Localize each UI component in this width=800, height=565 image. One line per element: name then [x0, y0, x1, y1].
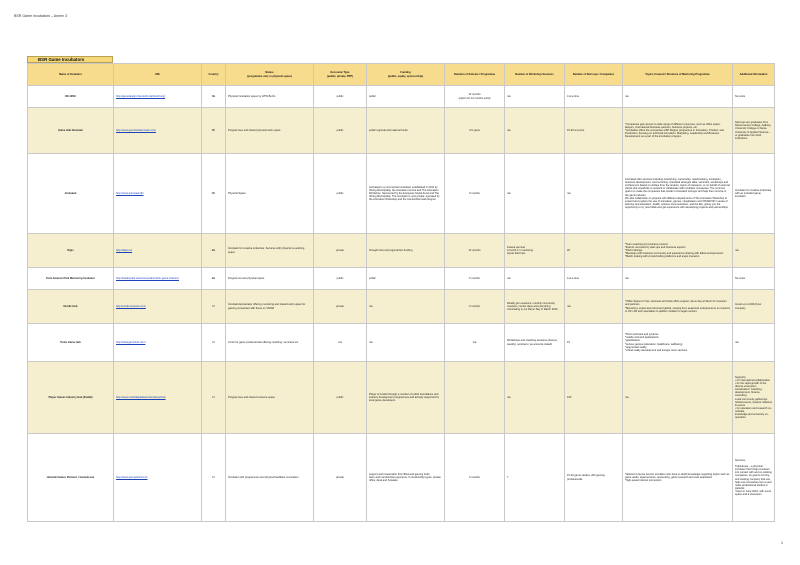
cell-text: n/a — [507, 395, 511, 399]
cell-text: Tartu Science Park Mentoring Incubator — [46, 276, 95, 280]
cell-startups — [565, 234, 623, 268]
cell-text: n/a — [507, 191, 511, 195]
column-header: Topics Covered / Structure of Mentoring Programme — [623, 64, 733, 86]
cell-funding — [367, 434, 445, 522]
cell-text: Services: TightHouse – a physical incubator that brings investors into contact with and co-working companies. Its goal is to bring and working company that can help new companies set up and make professional studios in Helsinki. *Open in June 2016, with event space and a showroom. — [735, 458, 772, 496]
cell-nature — [226, 324, 314, 362]
cell-text[interactable]: http://www.animated.dk/ — [116, 191, 144, 195]
cell-funding — [367, 86, 445, 108]
cell-text: No costs — [735, 276, 746, 280]
cell-text: *Office Space for free, business and back office support, demo day at Slush for investors and partners *Mentoring: expert-level local and global, ranging from seasoned entrepreneurs to investors to VR / AR tech specialists to platform holders to legal mentors — [625, 300, 730, 313]
cell-text: Physical incubation space by HTW Berlin — [228, 94, 276, 98]
cell-text: No costs — [735, 94, 746, 98]
cell-text: n/a — [625, 94, 629, 98]
cell-economic — [314, 234, 367, 268]
cell-text: n/a — [507, 276, 511, 280]
cell-text: public — [369, 94, 376, 98]
cell-workshops — [505, 324, 565, 362]
cell-text: n/a — [735, 248, 739, 252]
cell-text: 15-20 game studios, 200 gaming professionals — [567, 474, 605, 481]
cell-info — [733, 324, 775, 362]
cell-text: FI — [212, 475, 215, 479]
cell-info — [733, 290, 775, 324]
cell-text[interactable]: http://www.gamepartners.fi/ — [116, 475, 148, 479]
page-header: BSR Game Incubators – Annex 3 — [14, 14, 67, 18]
cell-text: n/a — [567, 304, 571, 308]
cell-name — [28, 434, 114, 522]
cell-text: 12 months — [468, 248, 481, 252]
page-number: 1 — [781, 541, 783, 545]
table-row — [28, 234, 775, 268]
cell-text: n/a — [369, 340, 373, 344]
cell-nature — [226, 234, 314, 268]
cell-text: Workshops and coaching sessions (dozens, weekly), seminars ( as amounts stated) — [507, 339, 558, 346]
cell-text: DE — [211, 94, 216, 98]
cell-country — [202, 290, 226, 324]
table-row — [28, 154, 775, 234]
cell-text: Player Games Industry Hub (Koilak) — [48, 395, 93, 399]
cell-workshops — [505, 154, 565, 234]
cell-text: Physical Space — [228, 191, 246, 195]
cell-text: n/a — [507, 94, 511, 98]
cell-text[interactable]: http://www.nordicdigitalwest.fi/en/playerhub — [116, 395, 166, 399]
cell-text: n/a — [369, 304, 373, 308]
cell-text: Incubator for creative industries. Services with physical co-working space — [228, 247, 305, 254]
cell-startups — [565, 108, 623, 154]
table-row — [28, 362, 775, 434]
cell-duration — [445, 362, 505, 434]
cell-startups — [565, 290, 623, 324]
cell-text: Digis — [67, 248, 74, 252]
table-row — [28, 86, 775, 108]
cell-duration — [445, 324, 505, 362]
cell-text[interactable]: http://nordicventures.com/ — [116, 304, 146, 308]
cell-funding — [367, 234, 445, 268]
cell-text: DK — [211, 128, 216, 132]
cell-text: n/a — [567, 191, 571, 195]
cell-nature — [226, 434, 314, 522]
cell-text: n/a — [735, 340, 739, 344]
cell-funding — [367, 362, 445, 434]
incubator-link[interactable] — [114, 108, 202, 154]
cell-text: Player is funded through a number of public foundations and industry development programmes and actively supported by local game developers. — [369, 392, 440, 403]
cell-duration — [445, 268, 505, 290]
cell-text: Game Hub Denmark — [58, 128, 83, 132]
cell-country — [202, 268, 226, 290]
cell-text: *Team coaching by business mentors *Events: seminars by start-ups and business experts *Pitch trainings *Meetings with business community and experience sharing with fellow entrepreneurs *Match-making with crowd-funding platforms and angel investors — [625, 242, 724, 259]
cell-text[interactable]: http://turkugamehub.com/ — [116, 340, 146, 344]
incubator-link[interactable] — [114, 154, 202, 234]
cell-funding — [367, 268, 445, 290]
cell-text: public — [336, 128, 344, 132]
cell-info — [733, 234, 775, 268]
cell-text: 7 — [507, 475, 509, 479]
cell-text: n/a — [625, 395, 629, 399]
cell-text: A hub for game professionals offering coaching, seminars etc. — [228, 340, 299, 344]
cell-text: 9 months — [469, 191, 480, 195]
cell-funding — [367, 324, 445, 362]
cell-country — [202, 234, 226, 268]
table-row — [28, 290, 775, 324]
cell-duration — [445, 86, 505, 108]
table-body — [28, 86, 775, 522]
cell-workshops — [505, 86, 565, 108]
cell-text: public — [369, 276, 376, 280]
cell-text: EE — [211, 248, 216, 252]
cell-name — [28, 324, 114, 362]
cell-text: 4 at a time — [567, 276, 580, 280]
cell-topics — [623, 86, 733, 108]
cell-text: support and cooperation from BGA and gaming hubs team and membership payments, 3 membership types: private office, desk and hotseats — [369, 472, 441, 483]
column-header: Name of Incubator — [28, 64, 114, 86]
cell-topics — [623, 268, 733, 290]
cell-text: Helsinki Games Partners / Gamebooze — [46, 475, 95, 479]
table-title: BSR Game Incubators — [27, 56, 113, 63]
cell-text: Nordic Hub — [63, 304, 78, 308]
cell-text: 15 — [567, 340, 570, 344]
column-header: Duration of Scheme / Programme — [445, 64, 505, 86]
cell-text: n/a — [472, 340, 477, 344]
cell-text: FI — [212, 304, 215, 308]
cell-workshops — [505, 290, 565, 324]
cell-text: Turku Game Hub — [60, 340, 81, 344]
cell-duration — [445, 108, 505, 154]
column-header: Economic Type (public, private, PPP) — [314, 64, 367, 86]
cell-text: Invest up to 100k € per company — [735, 303, 762, 310]
cell-name — [28, 154, 114, 234]
column-header: Funding (public, equity, sponsorship) — [367, 64, 445, 86]
cell-funding — [367, 154, 445, 234]
cell-economic — [314, 362, 367, 434]
cell-text: DE:HIVE — [65, 94, 76, 98]
cell-startups — [565, 324, 623, 362]
cell-text: Programme and physical space — [228, 276, 265, 280]
cell-text: public — [336, 395, 344, 399]
cell-workshops — [505, 268, 565, 290]
cell-workshops — [505, 234, 565, 268]
cell-country — [202, 362, 226, 434]
cell-text: 6 months — [469, 304, 480, 308]
cell-text[interactable]: http://gamedesign.htw-berlin.de/forschung/ — [116, 94, 166, 98]
cell-info — [733, 434, 775, 522]
cell-text: 4 at a time — [567, 94, 580, 98]
cell-topics — [623, 290, 733, 324]
cell-nature — [226, 290, 314, 324]
cell-text: public regional and national funds — [369, 128, 408, 132]
column-header: Additional Information — [733, 64, 775, 86]
column-header: Nature (programme only or physical space) — [226, 64, 314, 86]
table-row — [28, 108, 775, 154]
cell-name — [28, 268, 114, 290]
incubator-table — [27, 63, 775, 522]
cell-text: FI — [212, 340, 215, 344]
cell-text: DK — [211, 191, 216, 195]
cell-text: Programmes and shared resource space — [228, 395, 275, 399]
cell-startups — [565, 154, 623, 234]
cell-text: *Pivot and back-end systems *mobile and web applications *gamification *serious games (education, healthcare, wellbeing) *augmented reality *virtual reality development and escape room services — [625, 333, 688, 352]
cell-text: FI — [212, 395, 215, 399]
cell-text: through Intra and regional EU-funding — [369, 248, 413, 252]
incubator-link[interactable] — [114, 234, 202, 268]
cell-startups — [565, 86, 623, 108]
cell-topics — [623, 234, 733, 268]
cell-text: Programmes and shared physical work space — [228, 128, 281, 132]
cell-text: 1/week seminar 1/month 1:1 mentoring 4/year field trips — [507, 245, 533, 256]
cell-duration — [445, 234, 505, 268]
cell-country — [202, 434, 226, 522]
header-row — [28, 64, 775, 86]
cell-text: Incubator/accelerator offering mentoring and shared work space for gaming companies with focus on VR/AR — [228, 303, 306, 310]
cell-text[interactable]: http://digis.eu/ — [116, 248, 133, 252]
table-row — [28, 268, 775, 290]
cell-text: private — [336, 304, 344, 308]
cell-text: 2-5 years — [469, 128, 480, 132]
cell-duration — [445, 154, 505, 234]
cell-name — [28, 86, 114, 108]
cell-text: private — [336, 475, 344, 479]
cell-info — [733, 108, 775, 154]
cell-text: 12 months (option for 12 months extra) — [458, 93, 491, 100]
cell-economic — [314, 434, 367, 522]
cell-topics — [623, 362, 733, 434]
column-header: Country — [202, 64, 226, 86]
table-row — [28, 324, 775, 362]
cell-info — [733, 268, 775, 290]
cell-text: EE — [211, 276, 216, 280]
incubator-link[interactable] — [114, 86, 202, 108]
incubator-link[interactable] — [114, 434, 202, 522]
cell-nature — [226, 86, 314, 108]
cell-text: public — [336, 191, 344, 195]
cell-workshops — [505, 108, 565, 154]
column-header: Number of Start-ups / Companies — [565, 64, 623, 86]
incubator-link[interactable] — [114, 324, 202, 362]
cell-text: Weekly jam sessions; monthly community meetups; mentor days and everything culminating in our Demo Day in March 2016 — [507, 301, 558, 312]
column-header: URL — [114, 64, 202, 86]
cell-nature — [226, 108, 314, 154]
cell-info — [733, 86, 775, 108]
incubator-link[interactable] — [114, 362, 202, 434]
cell-nature — [226, 268, 314, 290]
cell-name — [28, 362, 114, 434]
cell-name — [28, 290, 114, 324]
table-row — [28, 434, 775, 522]
cell-text: public — [336, 94, 344, 98]
cell-name — [28, 108, 114, 154]
cell-startups — [565, 434, 623, 522]
cell-economic — [314, 324, 367, 362]
cell-topics — [623, 108, 733, 154]
cell-text: private — [336, 248, 344, 252]
cell-text: n/a — [507, 128, 511, 132]
cell-text: public — [336, 276, 344, 280]
cell-info — [733, 154, 775, 234]
cell-text: n/a — [625, 276, 629, 280]
cell-economic — [314, 290, 367, 324]
cell-topics — [623, 434, 733, 522]
cell-country — [202, 108, 226, 154]
cell-duration — [445, 290, 505, 324]
cell-nature — [226, 154, 314, 234]
cell-startups — [565, 362, 623, 434]
cell-funding — [367, 108, 445, 154]
cell-economic — [314, 86, 367, 108]
incubator-table-wrapper — [27, 56, 774, 522]
cell-text: 15-20 at a time — [567, 128, 585, 132]
cell-topics — [623, 154, 733, 234]
cell-economic — [314, 108, 367, 154]
cell-name — [28, 234, 114, 268]
cell-text: *Companies gain access to wide range of different resources, such as office space, lawyers, international business partners, business projects, etc. *Incubation offers the companies a BP Degree programme in Innovation, Product, and Production, focusing on technical innovation, Marketing, Leadership and Business Development as a part of the incubation program — [625, 122, 724, 139]
cell-topics — [623, 324, 733, 362]
cell-workshops — [505, 434, 565, 522]
cell-text: 6 months — [469, 276, 480, 280]
cell-nature — [226, 362, 314, 434]
cell-economic — [314, 154, 367, 234]
cell-text: 20 — [567, 248, 570, 252]
column-header: Number of Workshop Sessions — [505, 64, 565, 86]
cell-text: n/a — [338, 340, 342, 344]
cell-text: Animated — [64, 191, 77, 195]
cell-text: Incubator for creative industries with an included game incubator — [735, 188, 772, 199]
cell-text: 100 — [567, 395, 572, 399]
cell-economic — [314, 268, 367, 290]
cell-text: *tailored in-house service providers who have in-depth knowledge regarding topics such as game audio, legal services, accounting, game research and user acquisition *high-speed internet connection — [625, 472, 730, 483]
cell-country — [202, 324, 226, 362]
cell-text[interactable]: http://teaduspark.ee/en/innovation/tartu-game-industry/ — [116, 276, 180, 280]
cell-text[interactable]: http://www.gamehubdenmark.com/ — [116, 128, 156, 132]
cell-text: Animated is a commercial incubation established in 2011 by Viborg Municipality, the Animation Centre and The Animation Workshop. Sponsored by the European Social Fund and The Viborg Municipality. The incubator is now private, operated by the Animation Workshop and the Central Denmark Region. — [369, 185, 440, 202]
cell-info — [733, 362, 775, 434]
incubator-link[interactable] — [114, 290, 202, 324]
cell-text: Supports: • for international collaboration • for the rapid growth of the diverse ecosystem Acceleration: Coaching, development, finance, consulting Local community gatherings Global events, investor relations & events • for education and research co-ordinate knowledge and university co-operation — [735, 375, 772, 420]
cell-funding — [367, 290, 445, 324]
cell-text: 6 months — [469, 475, 480, 479]
incubator-link[interactable] — [114, 268, 202, 290]
cell-workshops — [505, 362, 565, 434]
cell-duration — [445, 434, 505, 522]
cell-text: Animated offer services including networking, mentorship, matchmaking, incubation, business development, and recruiting. Animated arranges talks, seminars, workshops and conferences based on wishes from the tenants, topics of relevance, or on behalf of external clients that would like to network or collaborate with incubator companies. The common goal is to make the companies that reside in Animated stronger and help them survive in the game industry. We also collaborate on projects with different departments of The Animation Workshop to expand and explore the use of animation, games, visualisation and VR/AR/XR in areas of learning and education, health, science communication, and the like, giving you the opportunity to try new fields and get experience with developing projects and partnerships. — [625, 178, 730, 209]
cell-text: Start-ups are graduates from Dania Games College, Aalborg University College or Dania University of Applied Science – or graduates from both institutions. — [735, 121, 771, 140]
cell-startups — [565, 268, 623, 290]
cell-text: Incubator with programmes and physical facilities/ co-location — [228, 475, 299, 479]
cell-country — [202, 154, 226, 234]
cell-country — [202, 86, 226, 108]
